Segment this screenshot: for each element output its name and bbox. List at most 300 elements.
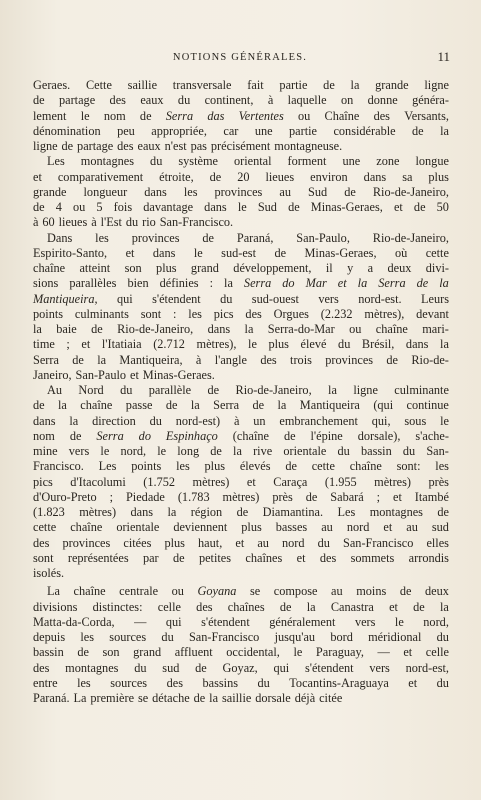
- word: La: [47, 584, 60, 599]
- word: de: [283, 428, 296, 443]
- word: Orgues: [273, 306, 309, 321]
- word: et: [403, 645, 413, 660]
- word: l'angle: [214, 352, 247, 367]
- word: fois: [113, 200, 133, 214]
- word: le: [248, 337, 257, 352]
- word: pas: [190, 139, 207, 153]
- word: continent,: [204, 93, 254, 108]
- word: Cette: [85, 78, 112, 92]
- word: généra-: [412, 93, 449, 108]
- word: San-Francisco.: [159, 215, 234, 230]
- word: des: [117, 139, 134, 153]
- word: près: [272, 489, 293, 504]
- word: compose: [273, 584, 318, 599]
- word: des: [245, 306, 262, 321]
- word: la: [209, 691, 219, 705]
- word: San-Francisco: [343, 535, 414, 550]
- word: et: [337, 276, 347, 291]
- word: :: [209, 276, 214, 291]
- word: plus: [156, 261, 177, 275]
- word: cette: [33, 520, 57, 535]
- word: ligne: [424, 78, 449, 92]
- word: des: [196, 599, 213, 614]
- word: chaîne: [375, 322, 408, 336]
- word: saillie: [127, 78, 158, 92]
- word: appropriée,: [151, 123, 207, 138]
- word: chaîne: [33, 261, 66, 275]
- word: la: [439, 276, 449, 291]
- word: parallèle: [148, 383, 192, 397]
- word: deux: [424, 584, 449, 599]
- word: distinctes:: [92, 599, 143, 614]
- word: Rio-de-Janeiro,: [235, 383, 312, 397]
- body-text: [33, 78, 449, 706]
- text-line: [33, 368, 449, 383]
- word: Rio-de-Janeiro,: [372, 184, 449, 199]
- word: sources: [109, 630, 147, 644]
- word: Au: [47, 383, 63, 397]
- word: dans: [207, 322, 231, 336]
- word: la: [277, 398, 287, 413]
- text-line: [33, 337, 449, 352]
- word: le: [193, 245, 203, 260]
- word: nord: [282, 535, 305, 550]
- word: de: [77, 645, 89, 660]
- word: du: [436, 630, 449, 644]
- word: Rio-de-Janeiro,: [372, 230, 449, 245]
- word: celle: [425, 645, 449, 660]
- word: sud: [162, 660, 180, 675]
- word: s'étendent: [201, 614, 250, 629]
- word: ligne: [33, 139, 58, 153]
- word: de: [69, 428, 82, 443]
- word: mètres),: [364, 306, 405, 321]
- word: de: [33, 93, 45, 108]
- word: bien: [127, 276, 149, 291]
- text-line: [33, 307, 449, 322]
- word: partie: [289, 123, 318, 138]
- word: la: [440, 337, 449, 352]
- word: ;: [376, 489, 381, 504]
- word: vers: [354, 614, 376, 629]
- word: de: [413, 200, 426, 214]
- word: de: [165, 398, 178, 413]
- word: mètres): [79, 505, 117, 519]
- word: saillie: [221, 691, 252, 705]
- word: environ: [310, 169, 348, 184]
- word: zone: [376, 154, 400, 169]
- word: Tocantins-Araguaya: [289, 675, 389, 690]
- text-line: [33, 231, 449, 246]
- word: où: [394, 245, 408, 260]
- word: time: [33, 337, 55, 352]
- word: 4: [55, 200, 62, 214]
- word: au: [331, 584, 343, 599]
- running-header: [30, 48, 450, 68]
- word: nord-est): [175, 413, 221, 428]
- word: cette: [425, 245, 449, 260]
- word: près: [428, 474, 449, 489]
- word: rio: [142, 215, 156, 230]
- word: pics: [33, 474, 53, 489]
- word: s'étendent: [152, 291, 201, 306]
- word: de: [386, 352, 398, 367]
- word: sud-est: [221, 245, 257, 260]
- word: qui: [116, 291, 133, 306]
- word: do: [282, 276, 295, 291]
- word: de: [61, 139, 74, 153]
- word: partage: [58, 93, 96, 108]
- word: et: [130, 367, 139, 382]
- word: une: [254, 123, 273, 138]
- word: points: [131, 459, 162, 474]
- word: partie: [279, 78, 308, 92]
- word: celle: [157, 599, 181, 614]
- word: de: [274, 245, 287, 260]
- word: Sud: [257, 200, 277, 214]
- word: au: [406, 520, 418, 535]
- word: do: [138, 428, 151, 443]
- word: Rio-de-: [411, 352, 449, 367]
- word: plus: [428, 169, 449, 184]
- word: lieues: [58, 215, 88, 230]
- word: Janeiro,: [33, 367, 72, 382]
- word: chaîne: [349, 459, 382, 474]
- word: du: [317, 535, 330, 550]
- word: :: [173, 306, 177, 321]
- word: du: [120, 383, 133, 397]
- word: mètres): [192, 474, 230, 489]
- word: Canastra: [330, 599, 374, 614]
- word: ou: [171, 584, 184, 599]
- text-line: [33, 429, 449, 444]
- paragraph: [33, 78, 449, 154]
- word: on: [340, 93, 354, 108]
- word: San-Paulo: [75, 367, 127, 382]
- word: Serra: [213, 398, 240, 413]
- word: Les: [47, 154, 65, 169]
- word: élevé: [300, 337, 327, 352]
- word: l'épine: [310, 428, 343, 443]
- word: (1.955: [324, 474, 357, 489]
- word: mètres): [222, 489, 260, 504]
- word: chaînes: [227, 599, 265, 614]
- word: davantage: [143, 200, 194, 214]
- word: Goyaz,: [222, 660, 258, 675]
- word: les: [77, 675, 91, 690]
- word: du: [220, 291, 233, 306]
- word: de: [210, 444, 222, 458]
- word: divisions: [33, 599, 78, 614]
- text-line: [33, 661, 449, 676]
- word: eaux: [137, 139, 161, 153]
- word: du: [402, 444, 416, 458]
- word: définies: [159, 276, 199, 291]
- word: dans: [144, 184, 167, 199]
- text-line: [33, 215, 449, 230]
- word: Mantiqueira,: [119, 352, 183, 367]
- word: partage: [77, 139, 114, 153]
- word: ou: [349, 322, 362, 336]
- word: 5: [96, 200, 103, 214]
- word: étroite,: [159, 169, 194, 184]
- word: chaînes: [245, 550, 283, 565]
- word: des: [33, 660, 50, 675]
- text-line: [33, 600, 449, 615]
- word: l'Itatiaia: [101, 337, 142, 352]
- word: la: [190, 398, 200, 413]
- word: Nord: [78, 383, 104, 397]
- word: dénomination: [33, 123, 101, 138]
- word: de: [416, 276, 429, 291]
- word: et: [246, 474, 256, 489]
- word: développement,: [233, 261, 312, 275]
- word: atteint: [79, 261, 111, 275]
- paragraph: [33, 154, 449, 230]
- word: long: [177, 444, 200, 458]
- word: provinces: [131, 230, 180, 245]
- word: du: [337, 444, 350, 458]
- word: basses: [275, 520, 308, 535]
- word: culminants: [74, 306, 129, 321]
- word: Espinhaço: [165, 428, 218, 443]
- word: entre: [33, 675, 58, 690]
- word: le: [80, 108, 90, 123]
- word: Goyana: [197, 584, 237, 599]
- word: depuis: [33, 630, 66, 644]
- word: Les: [337, 505, 356, 519]
- word: dans: [204, 200, 227, 214]
- word: deux: [387, 261, 412, 275]
- word: vers: [318, 291, 339, 306]
- word: les: [188, 306, 202, 321]
- word: la: [58, 398, 67, 413]
- word: considérable: [333, 123, 396, 138]
- word: Minas-Geraes,: [304, 245, 377, 260]
- word: nord,: [120, 444, 147, 458]
- word: le: [394, 614, 404, 629]
- word: ou: [72, 200, 86, 214]
- word: à: [267, 93, 274, 108]
- word: dans: [33, 413, 56, 428]
- word: d'Itacolumi: [70, 474, 126, 489]
- text-line: [33, 444, 449, 459]
- word: San-Paulo,: [296, 230, 350, 245]
- word: dans: [405, 337, 429, 352]
- word: des: [373, 108, 390, 123]
- word: (1.752: [143, 474, 176, 489]
- word: —: [134, 614, 147, 629]
- word: et: [296, 550, 306, 565]
- word: sont:: [396, 459, 421, 474]
- word: bassin: [33, 645, 64, 660]
- word: car: [223, 123, 239, 138]
- word: Serra: [378, 276, 406, 291]
- word: Minas-Geraes.: [142, 367, 215, 382]
- word: qui: [273, 660, 290, 675]
- word: à: [33, 215, 39, 230]
- word: moins: [356, 584, 387, 599]
- word: la: [97, 352, 107, 367]
- word: de: [323, 78, 335, 92]
- word: dorsale),: [357, 428, 401, 443]
- word: la: [328, 383, 337, 397]
- word: points: [33, 306, 64, 321]
- word: de: [173, 550, 185, 565]
- word: son: [102, 645, 120, 660]
- word: des: [319, 550, 337, 565]
- word: les: [95, 230, 109, 245]
- word: affluent: [174, 645, 213, 660]
- word: chaîne: [70, 520, 103, 535]
- word: Serra: [243, 276, 272, 291]
- word: plus: [268, 337, 289, 352]
- word: au: [321, 520, 333, 535]
- word: un: [253, 413, 266, 428]
- word: précisément: [210, 139, 271, 153]
- word: de: [399, 584, 412, 599]
- word: du: [436, 675, 449, 690]
- text-line: [33, 566, 449, 581]
- text-line: [33, 383, 449, 398]
- text-line: [33, 691, 449, 706]
- word: Diamantina.: [262, 505, 324, 519]
- word: provinces: [325, 352, 374, 367]
- word: orientale: [283, 444, 327, 458]
- word: centrale: [119, 584, 159, 599]
- word: à: [195, 352, 202, 367]
- word: le: [100, 444, 110, 458]
- word: eaux: [140, 93, 164, 108]
- word: des: [260, 352, 277, 367]
- word: y: [347, 261, 354, 275]
- word: ;: [109, 489, 114, 504]
- word: la: [233, 444, 242, 458]
- word: fait: [247, 78, 264, 92]
- word: de: [288, 200, 300, 214]
- word: (chaîne: [232, 428, 269, 443]
- word: généralement: [269, 614, 336, 629]
- word: parallèles: [69, 276, 117, 291]
- word: forment: [287, 154, 327, 169]
- word: les: [176, 459, 190, 474]
- text-line: [33, 475, 449, 490]
- word: (qui: [373, 398, 394, 413]
- word: Mantiqueira,: [33, 291, 98, 306]
- word: du: [338, 337, 351, 352]
- word: le: [293, 645, 303, 660]
- word: n'est: [164, 139, 187, 153]
- word: Serra-do-Mar: [267, 322, 335, 336]
- word: jusqu'au: [274, 630, 316, 644]
- word: pics: [213, 306, 234, 321]
- word: sommets: [350, 550, 395, 565]
- word: a: [367, 261, 374, 275]
- word: das: [207, 108, 225, 123]
- word: système: [178, 154, 218, 169]
- word: mari-: [422, 322, 449, 336]
- word: se: [137, 691, 149, 705]
- word: et: [389, 599, 398, 614]
- word: de: [412, 123, 424, 138]
- text-line: [33, 551, 449, 566]
- word: Vertentes: [238, 108, 284, 123]
- word: l'Est: [100, 215, 122, 230]
- word: une: [342, 154, 361, 169]
- text-line: [33, 676, 449, 691]
- word: et: [393, 489, 402, 504]
- text-line: [33, 490, 449, 505]
- word: vers: [369, 660, 390, 675]
- word: de: [202, 230, 214, 245]
- word: s'étendent: [304, 660, 354, 675]
- word: qui,: [371, 413, 391, 428]
- word: comparativement: [57, 169, 144, 184]
- word: Brésil,: [361, 337, 395, 352]
- word: la: [306, 599, 316, 614]
- text-line: [33, 185, 449, 200]
- word: sud-ouest: [251, 291, 299, 306]
- word: des: [166, 675, 183, 690]
- word: nom: [103, 108, 126, 123]
- word: les: [80, 630, 95, 644]
- word: de: [33, 200, 45, 214]
- word: ;: [66, 337, 70, 352]
- word: nord-est,: [405, 660, 449, 675]
- word: montagnes: [80, 154, 135, 169]
- word: vers: [68, 444, 90, 458]
- word: de: [207, 383, 220, 397]
- word: le: [157, 444, 167, 458]
- word: isolés.: [33, 566, 65, 580]
- word: dans: [152, 245, 176, 260]
- word: Paraguay,: [315, 645, 364, 660]
- word: Matta-da-Corda,: [33, 614, 115, 629]
- word: trois: [290, 352, 312, 367]
- word: de: [91, 322, 103, 336]
- word: de: [193, 691, 206, 705]
- word: la: [69, 413, 79, 428]
- word: occidental,: [226, 645, 280, 660]
- word: du: [125, 215, 139, 230]
- word: provinces: [214, 184, 263, 199]
- text-line: [33, 292, 449, 307]
- word: Chaîne: [324, 108, 360, 123]
- word: elles: [426, 535, 449, 550]
- word: transversale: [172, 78, 232, 92]
- word: culminante: [394, 383, 449, 397]
- word: sa: [402, 169, 413, 184]
- word: devant: [416, 306, 449, 321]
- word: la: [33, 322, 42, 336]
- word: sont: [33, 550, 54, 565]
- page-number: 11: [437, 49, 450, 64]
- word: la: [224, 276, 233, 291]
- word: divi-: [425, 261, 449, 275]
- word: La: [73, 691, 87, 705]
- word: Espirito-Santo,: [33, 245, 108, 260]
- paragraph: [33, 584, 449, 706]
- word: donne: [367, 93, 398, 108]
- word: mètres),: [196, 337, 237, 352]
- word: plus: [164, 535, 185, 550]
- word: de: [305, 489, 318, 504]
- word: sous: [404, 413, 427, 428]
- word: Serra: [96, 428, 124, 443]
- word: grand: [133, 645, 162, 660]
- word: Mar: [305, 276, 327, 291]
- word: grande: [375, 78, 409, 92]
